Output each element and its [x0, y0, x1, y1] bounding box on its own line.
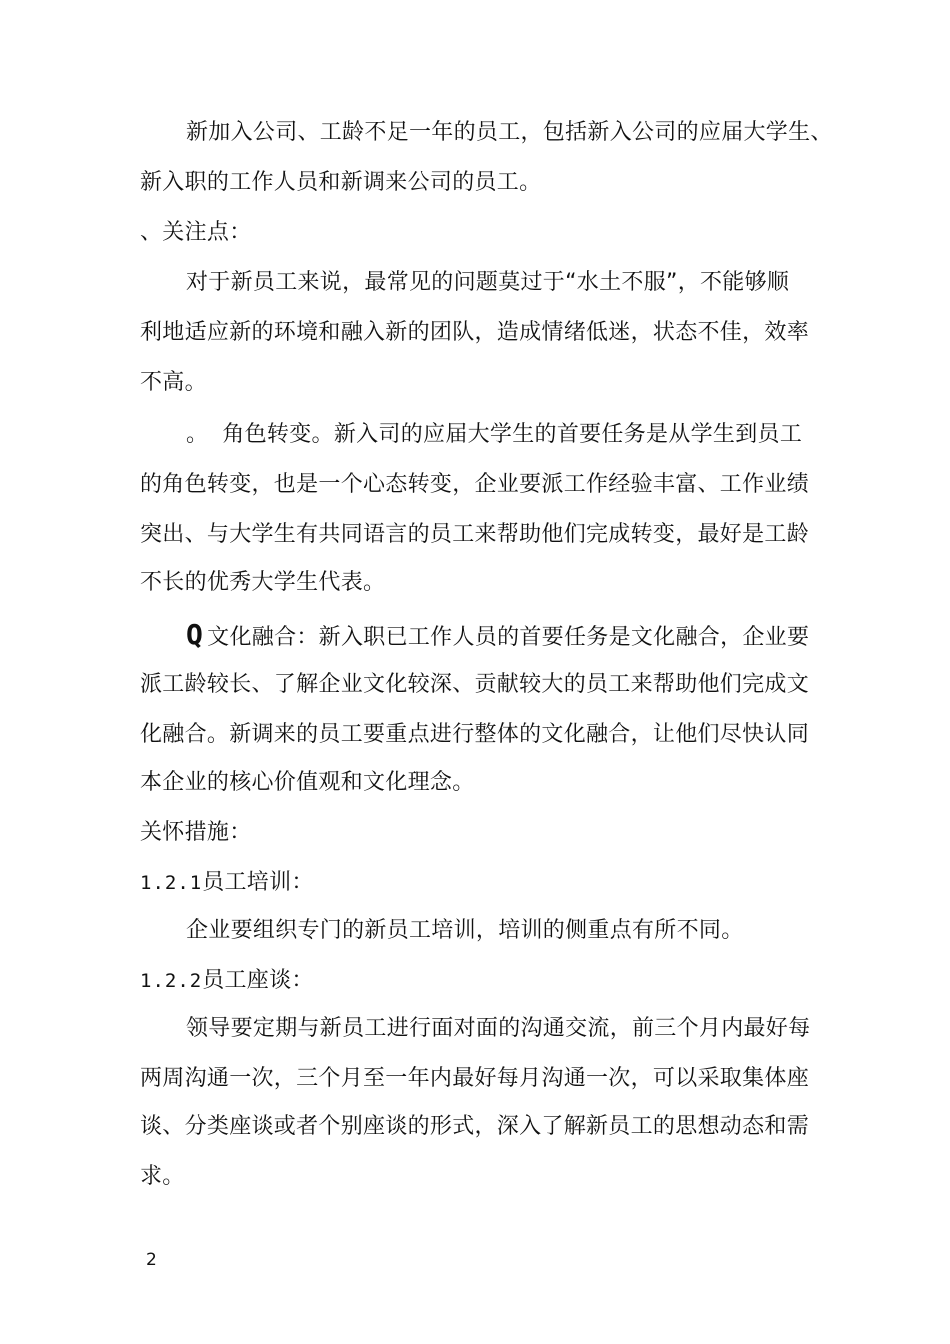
culture-bullet: Q	[186, 618, 204, 651]
culture-line-1-text: 文化融合：新入职已工作人员的首要任务是文化融合，企业要	[207, 625, 810, 650]
page-number: 2	[146, 1250, 157, 1270]
talks-line-2: 两周沟通一次，三个月至一年内最好每月沟通一次，可以采取集体座	[140, 1066, 810, 1091]
training-title: 员工培训：	[202, 870, 314, 895]
role-line-3: 突出、与大学生有共同语言的员工来帮助他们完成转变，最好是工龄	[140, 522, 810, 547]
talks-title: 员工座谈：	[202, 968, 314, 993]
training-number: 1.2.1	[140, 872, 203, 894]
focus-line-2: 利地适应新的环境和融入新的团队，造成情绪低迷，状态不佳，效率	[140, 320, 810, 345]
role-line-2: 的角色转变，也是一个心态转变，企业要派工作经验丰富、工作业绩	[140, 472, 810, 497]
culture-line-1	[186, 620, 809, 653]
focus-line-3: 不高。	[140, 370, 207, 395]
role-bullet: 。	[186, 422, 209, 447]
focus-line-1: 对于新员工来说，最常见的问题莫过于“水土不服”，不能够顺	[186, 270, 790, 295]
role-line-1	[186, 420, 802, 450]
intro-line-2: 新入职的工作人员和新调来公司的员工。	[140, 170, 542, 195]
talks-line-1: 领导要定期与新员工进行面对面的沟通交流，前三个月内最好每	[186, 1016, 811, 1041]
talks-line-3: 谈、分类座谈或者个别座谈的形式，深入了解新员工的思想动态和需	[140, 1114, 810, 1139]
talks-heading	[140, 966, 314, 996]
role-line-1-text: 角色转变。新入司的应届大学生的首要任务是从学生到员工	[222, 422, 803, 447]
focus-heading: 、关注点：	[140, 220, 252, 245]
talks-number: 1.2.2	[140, 970, 203, 992]
culture-line-3: 化融合。新调来的员工要重点进行整体的文化融合，让他们尽快认同	[140, 722, 810, 747]
talks-line-4: 求。	[140, 1164, 185, 1189]
training-body: 企业要组织专门的新员工培训，培训的侧重点有所不同。	[186, 918, 744, 943]
measures-heading: 关怀措施：	[140, 820, 252, 845]
culture-line-2: 派工龄较长、了解企业文化较深、贡献较大的员工来帮助他们完成文	[140, 672, 810, 697]
training-heading	[140, 868, 314, 898]
role-line-4: 不长的优秀大学生代表。	[140, 570, 386, 595]
culture-line-4: 本企业的核心价值观和文化理念。	[140, 770, 475, 795]
intro-line-1: 新加入公司、工龄不足一年的员工，包括新入公司的应届大学生、	[186, 120, 833, 145]
